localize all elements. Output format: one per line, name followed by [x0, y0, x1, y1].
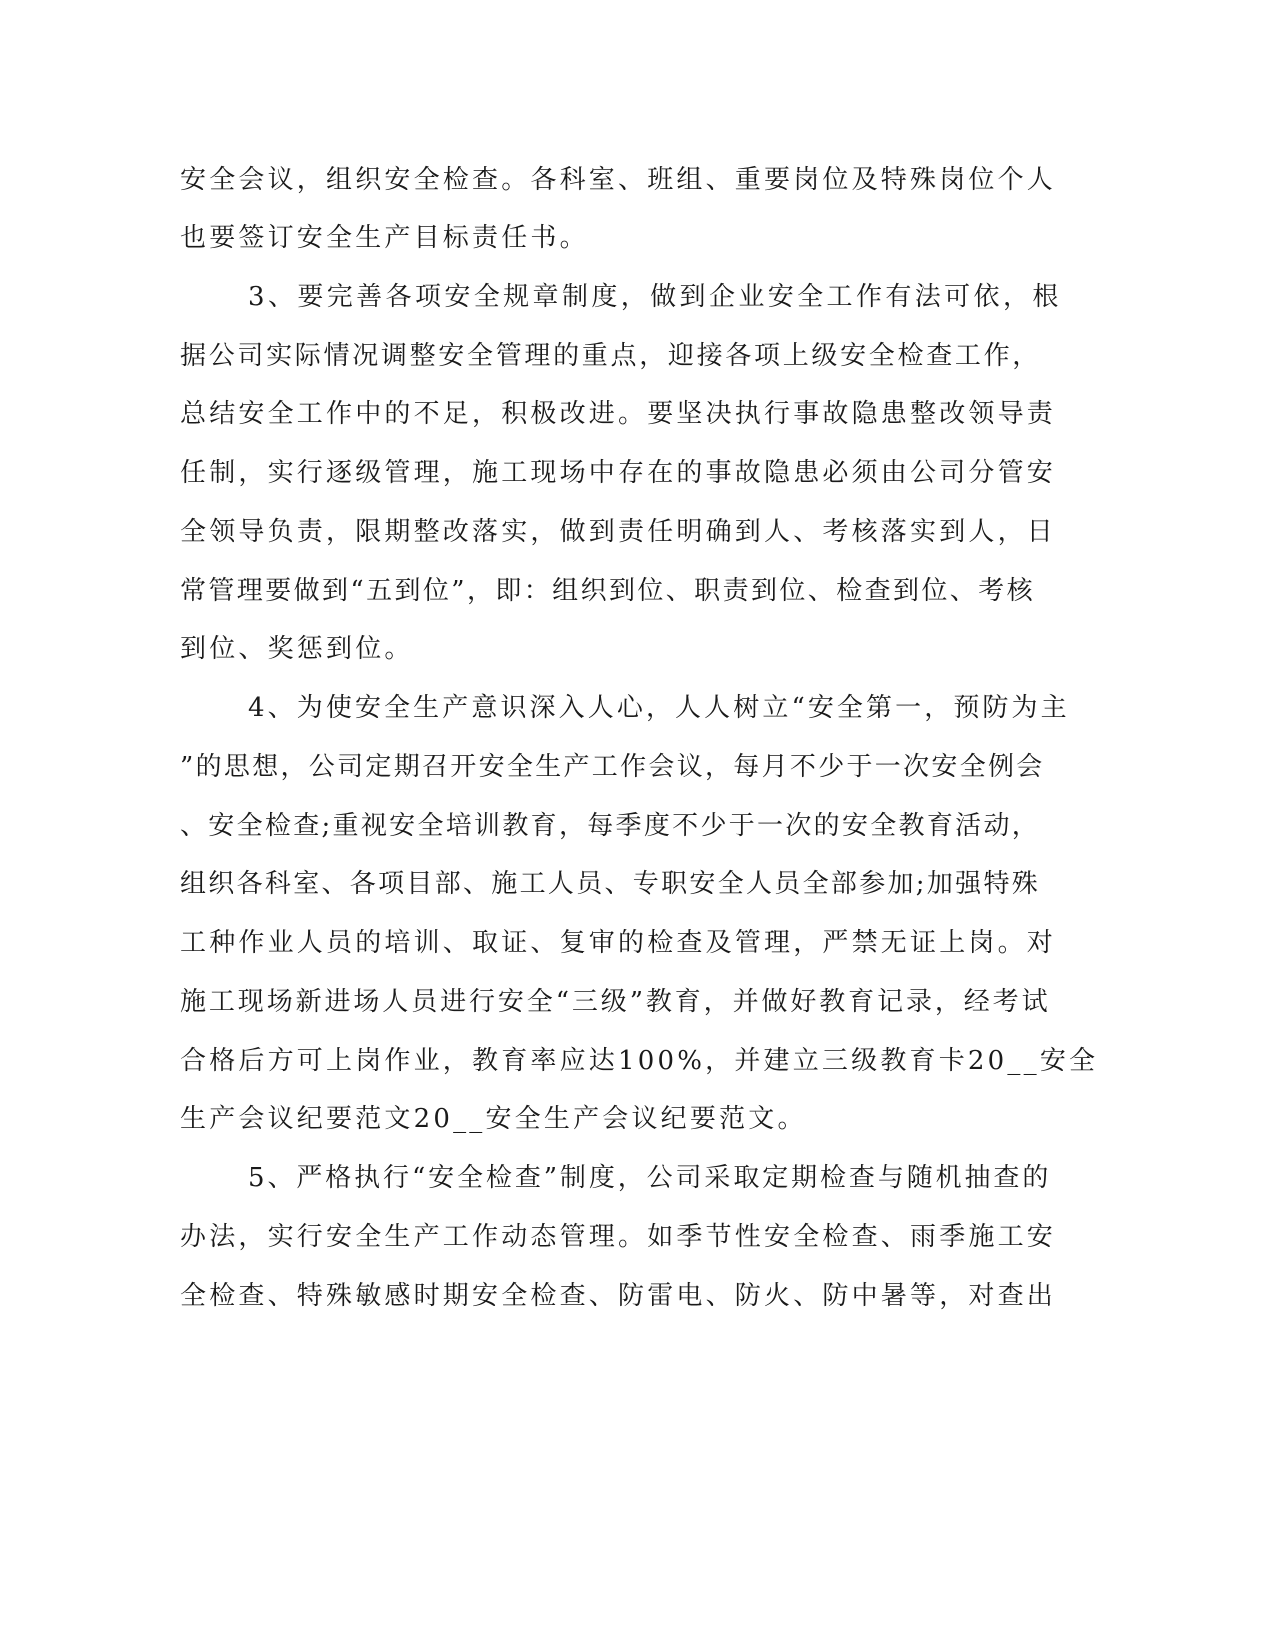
paragraph-5-start: 5、严格执行“安全检查”制度，公司采取定期检查与随机抽查的 — [248, 1163, 1052, 1193]
text-line: 施工现场新进场人员进行安全“三级”教育，并做好教育记录，经考试 — [180, 987, 1051, 1017]
text-line: 全领导负责，限期整改落实，做到责任明确到人、考核落实到人，日 — [180, 517, 1057, 547]
text-line: 据公司实际情况调整安全管理的重点，迎接各项上级安全检查工作， — [180, 341, 1042, 371]
text-line: 任制，实行逐级管理，施工现场中存在的事故隐患必须由公司分管安 — [180, 458, 1057, 488]
text-line: 办法，实行安全生产工作动态管理。如季节性安全检查、雨季施工安 — [180, 1222, 1057, 1252]
text-line: 全检查、特殊敏感时期安全检查、防雷电、防火、防中暑等，对查出 — [180, 1281, 1057, 1311]
paragraph-3-start: 3、要完善各项安全规章制度，做到企业安全工作有法可依，根 — [248, 282, 1062, 312]
text-line: 、安全检查;重视安全培训教育，每季度不少于一次的安全教育活动， — [180, 811, 1041, 841]
text-line: 工种作业人员的培训、取证、复审的检查及管理，严禁无证上岗。对 — [180, 928, 1057, 958]
text-line: 合格后方可上岗作业，教育率应达100%，并建立三级教育卡20__安全 — [180, 1046, 1099, 1076]
paragraph-4-start: 4、为使安全生产意识深入人心，人人树立“安全第一，预防为主 — [248, 693, 1070, 723]
text-line: 组织各科室、各项目部、施工人员、专职安全人员全部参加;加强特殊 — [180, 869, 1041, 899]
text-line: 安全会议，组织安全检查。各科室、班组、重要岗位及特殊岗位个人 — [180, 165, 1057, 195]
text-line: 生产会议纪要范文20__安全生产会议纪要范文。 — [180, 1104, 807, 1134]
text-line: 常管理要做到“五到位”，即：组织到位、职责到位、检查到位、考核 — [180, 576, 1035, 606]
text-line: ”的思想，公司定期召开安全生产工作会议，每月不少于一次安全例会 — [180, 752, 1045, 782]
text-line: 总结安全工作中的不足，积极改进。要坚决执行事故隐患整改领导责 — [180, 399, 1057, 429]
text-line: 也要签订安全生产目标责任书。 — [180, 223, 589, 253]
text-line: 到位、奖惩到位。 — [180, 634, 414, 664]
